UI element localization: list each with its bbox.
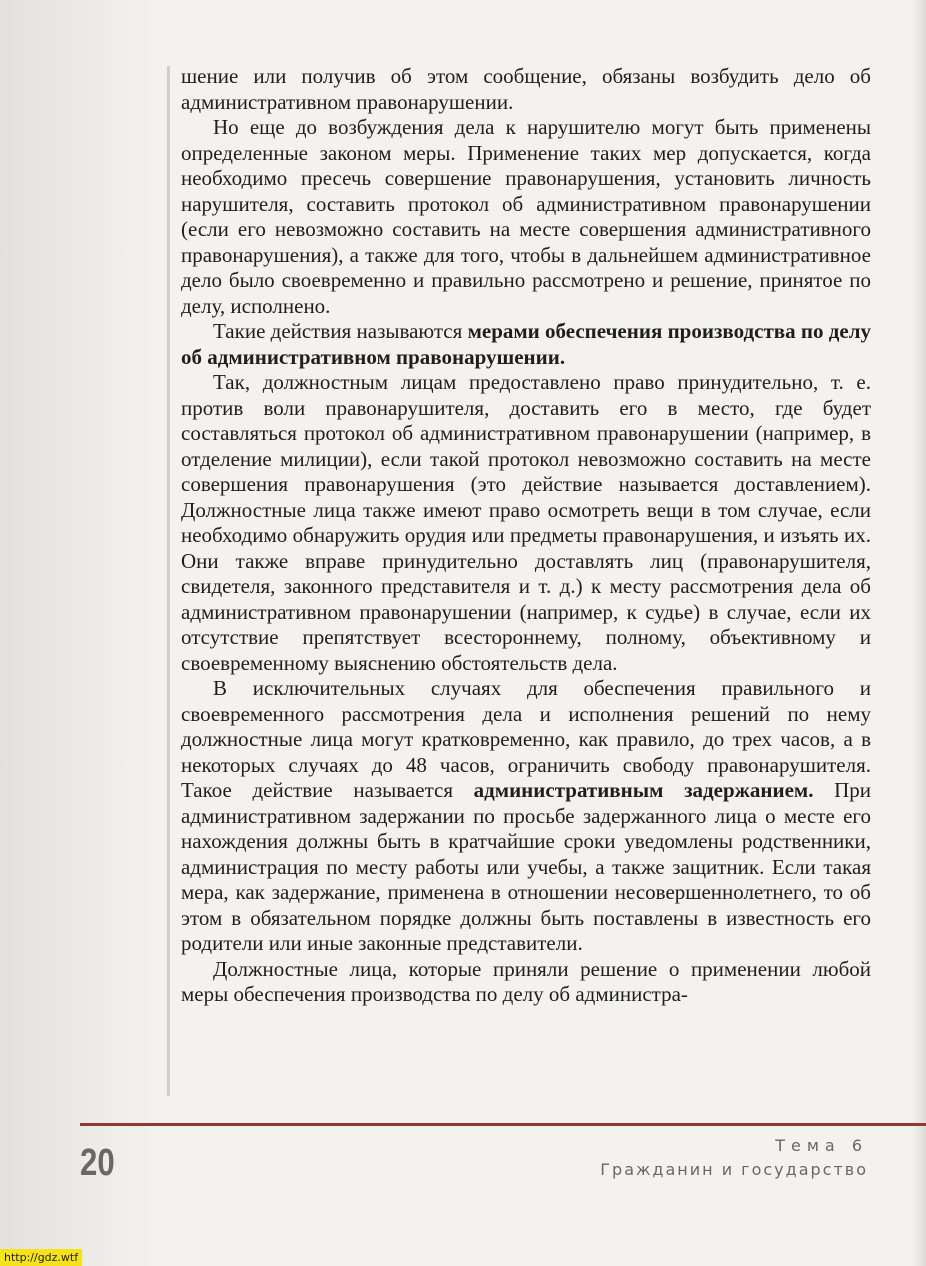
paragraph <box>181 370 871 676</box>
chapter-title: Гражданин и государство <box>600 1160 868 1179</box>
paragraph <box>181 115 871 319</box>
paragraph-text: В исключительных случаях для обеспечения правильного и своевременного рассмотрения дела и исполнения решений по нему должностные лица могут кратковременно, как правило, до трех часов, а в некоторых случаях до 48 часов, ограничить свободу правонарушителя. Такое действие называется <box>181 676 871 802</box>
page-number: 20 <box>80 1142 115 1184</box>
term-bold: мерами обеспечения производства по делу об административном правонарушении. <box>181 319 871 369</box>
paragraph <box>181 64 871 115</box>
footer-rule <box>80 1123 926 1126</box>
topic-label: Тема 6 <box>775 1136 868 1155</box>
paragraph-text: Такие действия называются <box>213 319 468 343</box>
paragraph-text: Так, должностным лицам предоставлено право принудительно, т. е. против воли правонарушителя, доставить его в место, где будет составляться протокол об административном правонарушении (например, в отделение милиции), если такой протокол невозможно составить на месте совершения правонарушения (это действие называется доставлением). Должностные лица также имеют право осмотреть вещи в том случае, если необходимо обнаружить орудия или предметы правонарушения, и изъять их. Они также вправе принудительно доставлять лиц (правонарушителя, свидетеля, законного представителя и т. д.) к месту рассмотрения дела об административном правонарушении (например, к судье) в случае, если их отсутствие препятствует всестороннему, полному, объективному и своевременному выяснению обстоятельств дела. <box>181 370 871 675</box>
paragraph-text: Но еще до возбуждения дела к нарушителю могут быть применены определенные законом меры. Применение таких мер допускается, когда необходимо пресечь совершение правонарушения, установить личность нарушителя, составить протокол об административном правонарушении (если его невозможно составить на месте совершения административного правонарушения), а также для того, чтобы в дальнейшем административное дело было своевременно и правильно рассмотрено и решение, принятое по делу, исполнено. <box>181 115 871 318</box>
paragraph-text: При административном задержании по просьбе задержанного лица о месте его нахождения должны быть в кратчайшие сроки уведомлены родственники, администрация по месту работы или учебы, а также защитник. Если такая мера, как задержание, применена в отношении несовершеннолетнего, то об этом в обязательном порядке должны быть поставлены в известность его родители или иные законные представители. <box>181 778 871 955</box>
margin-line <box>167 66 170 1096</box>
term-bold: административным задержанием. <box>473 778 814 802</box>
paragraph <box>181 957 871 1008</box>
body-text <box>181 64 871 1008</box>
watermark-link[interactable]: http://gdz.wtf <box>0 1249 82 1266</box>
paragraph <box>181 319 871 370</box>
page-gutter-shade <box>0 0 160 1266</box>
paragraph <box>181 676 871 957</box>
paragraph-text: Должностные лица, которые приняли решение о применении любой меры обеспечения производства по делу об администра- <box>181 956 871 1006</box>
paragraph-text: шение или получив об этом сообщение, обязаны возбудить дело об административном правонарушении. <box>181 64 871 114</box>
page-edge-shade <box>912 0 926 1266</box>
